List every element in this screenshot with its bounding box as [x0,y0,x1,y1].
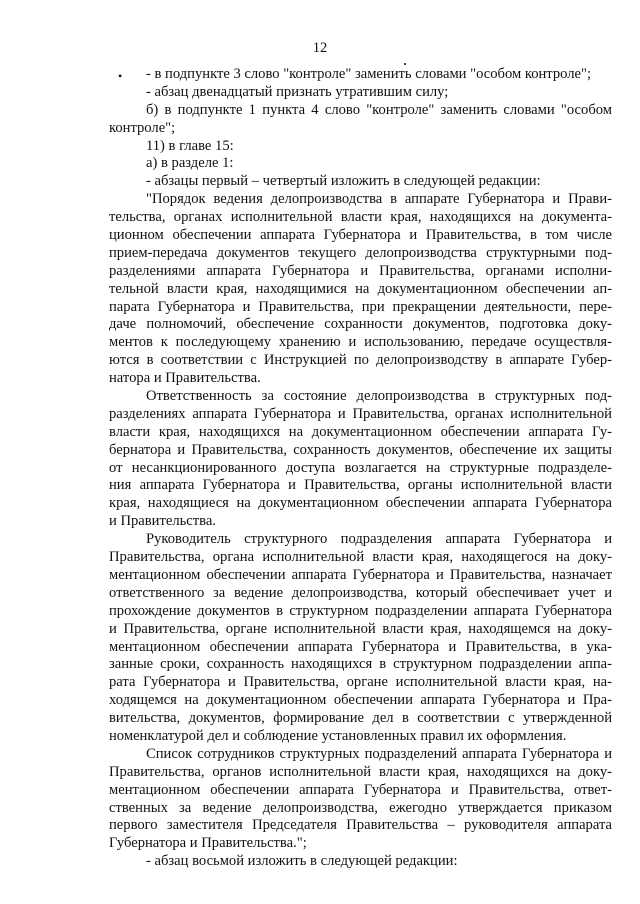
text-line: ходящемся на документационном обеспечении аппарата Губернатора и Пра- [109,692,612,709]
text-line: прием-передача документов текущего делопроизводства структурными под- [109,244,612,261]
text-line: Правительства, органов исполнительной власти края, находящихся на доку- [109,763,612,780]
text-line: - абзацы первый – четвертый изложить в следующей редакции: [146,173,541,190]
document-body [109,66,612,871]
text-line: даче полномочий, обеспечение сохранности документов, подготовка доку- [109,316,612,333]
text-line: занные сроки, сохранность находящихся в структурном подразделении аппа- [109,656,612,673]
text-line: рата Губернатора и Правительства, органе исполнительной власти края, на- [109,674,612,691]
text-line: ментов к последующему хранению и использованию, передаче осуществля- [109,334,612,351]
text-line: тельства, органах исполнительной власти края, находящихся на документа- [109,209,612,226]
text-line: ционном обеспечении аппарата Губернатора и Правительства, в том числе [109,227,612,244]
bullet-mark: • [118,69,123,83]
text-line: Список сотрудников структурных подразделений аппарата Губернатора и [146,745,612,762]
text-line: Губернатора и Правительства."; [109,835,307,852]
scan-artifact-dot [404,63,406,65]
text-line: вительства, документов, формирование дел в соответствии с утвержденной [109,710,612,727]
text-line: от несанкционированного доступа возлагается на структурные подразделе- [109,459,612,476]
text-line: ются в соответствии с Инструкцией по делопроизводству в аппарате Губер- [109,352,612,369]
text-line: парата Губернатора и Правительства, при прекращении деятельности, пере- [109,298,612,315]
text-line: Ответственность за состояние делопроизводства в структурных под- [146,388,612,405]
text-line: Правительства, органа исполнительной власти края, находящегося на доку- [109,549,612,566]
text-line: "Порядок ведения делопроизводства в аппарате Губернатора и Прави- [146,191,612,208]
text-line: - абзац двенадцатый признать утратившим силу; [146,83,449,100]
text-line: 11) в главе 15: [146,137,234,154]
text-line: первого заместителя Председателя Правительства – руководителя аппарата [109,817,612,834]
text-line: контроле"; [109,119,176,136]
text-line: ментационном обеспечении аппарата Губернатора и Правительства, назначает [109,566,612,583]
text-line: разделениями аппарата Губернатора и Правительства, органами исполни- [109,262,612,279]
text-line: власти края, находящихся на документационном обеспечении аппарата Гу- [109,423,612,440]
text-line: натора и Правительства. [109,370,261,387]
text-line: - абзац восьмой изложить в следующей редакции: [146,853,458,870]
text-line: ственных за ведение делопроизводства, ежегодно утверждается приказом [109,799,612,816]
text-line: разделениях аппарата Губернатора и Правительства, органах исполнительной [109,405,612,422]
text-line: а) в разделе 1: [146,155,234,172]
text-line: номенклатурой дел и соблюдение установленных правил их оформления. [109,727,567,744]
text-line: Руководитель структурного подразделения аппарата Губернатора и [146,531,612,548]
text-line: ментационном обеспечении аппарата Губернатора и Правительства, ответ- [109,781,612,798]
text-line: тельной власти края, находящимися на документационном обеспечении ап- [109,280,612,297]
text-line: ментационном обеспечении аппарата Губернатора и Правительства, в ука- [109,638,612,655]
text-line: и Правительства, органе исполнительной власти края, находящемся на доку- [109,620,612,637]
text-line: ния аппарата Губернатора и Правительства, органы исполнительной власти [109,477,612,494]
text-line: края, находящиеся на документационном обеспечении аппарата Губернатора [109,495,612,512]
text-line: б) в подпункте 1 пункта 4 слово "контроле" заменить словами "особом [146,101,612,118]
page-number: 12 [312,40,328,56]
text-line: бернатора и Правительства, сохранность документов, обеспечение их защиты [109,441,612,458]
text-line: - в подпункте 3 слово "контроле" заменить словами "особом контроле"; [146,66,592,82]
text-line: ответственного за ведение делопроизводства, который обеспечивает учет и [109,584,612,601]
text-line: и Правительства. [109,513,216,530]
text-line: прохождение документов в структурном подразделении аппарата Губернатора [109,602,612,619]
